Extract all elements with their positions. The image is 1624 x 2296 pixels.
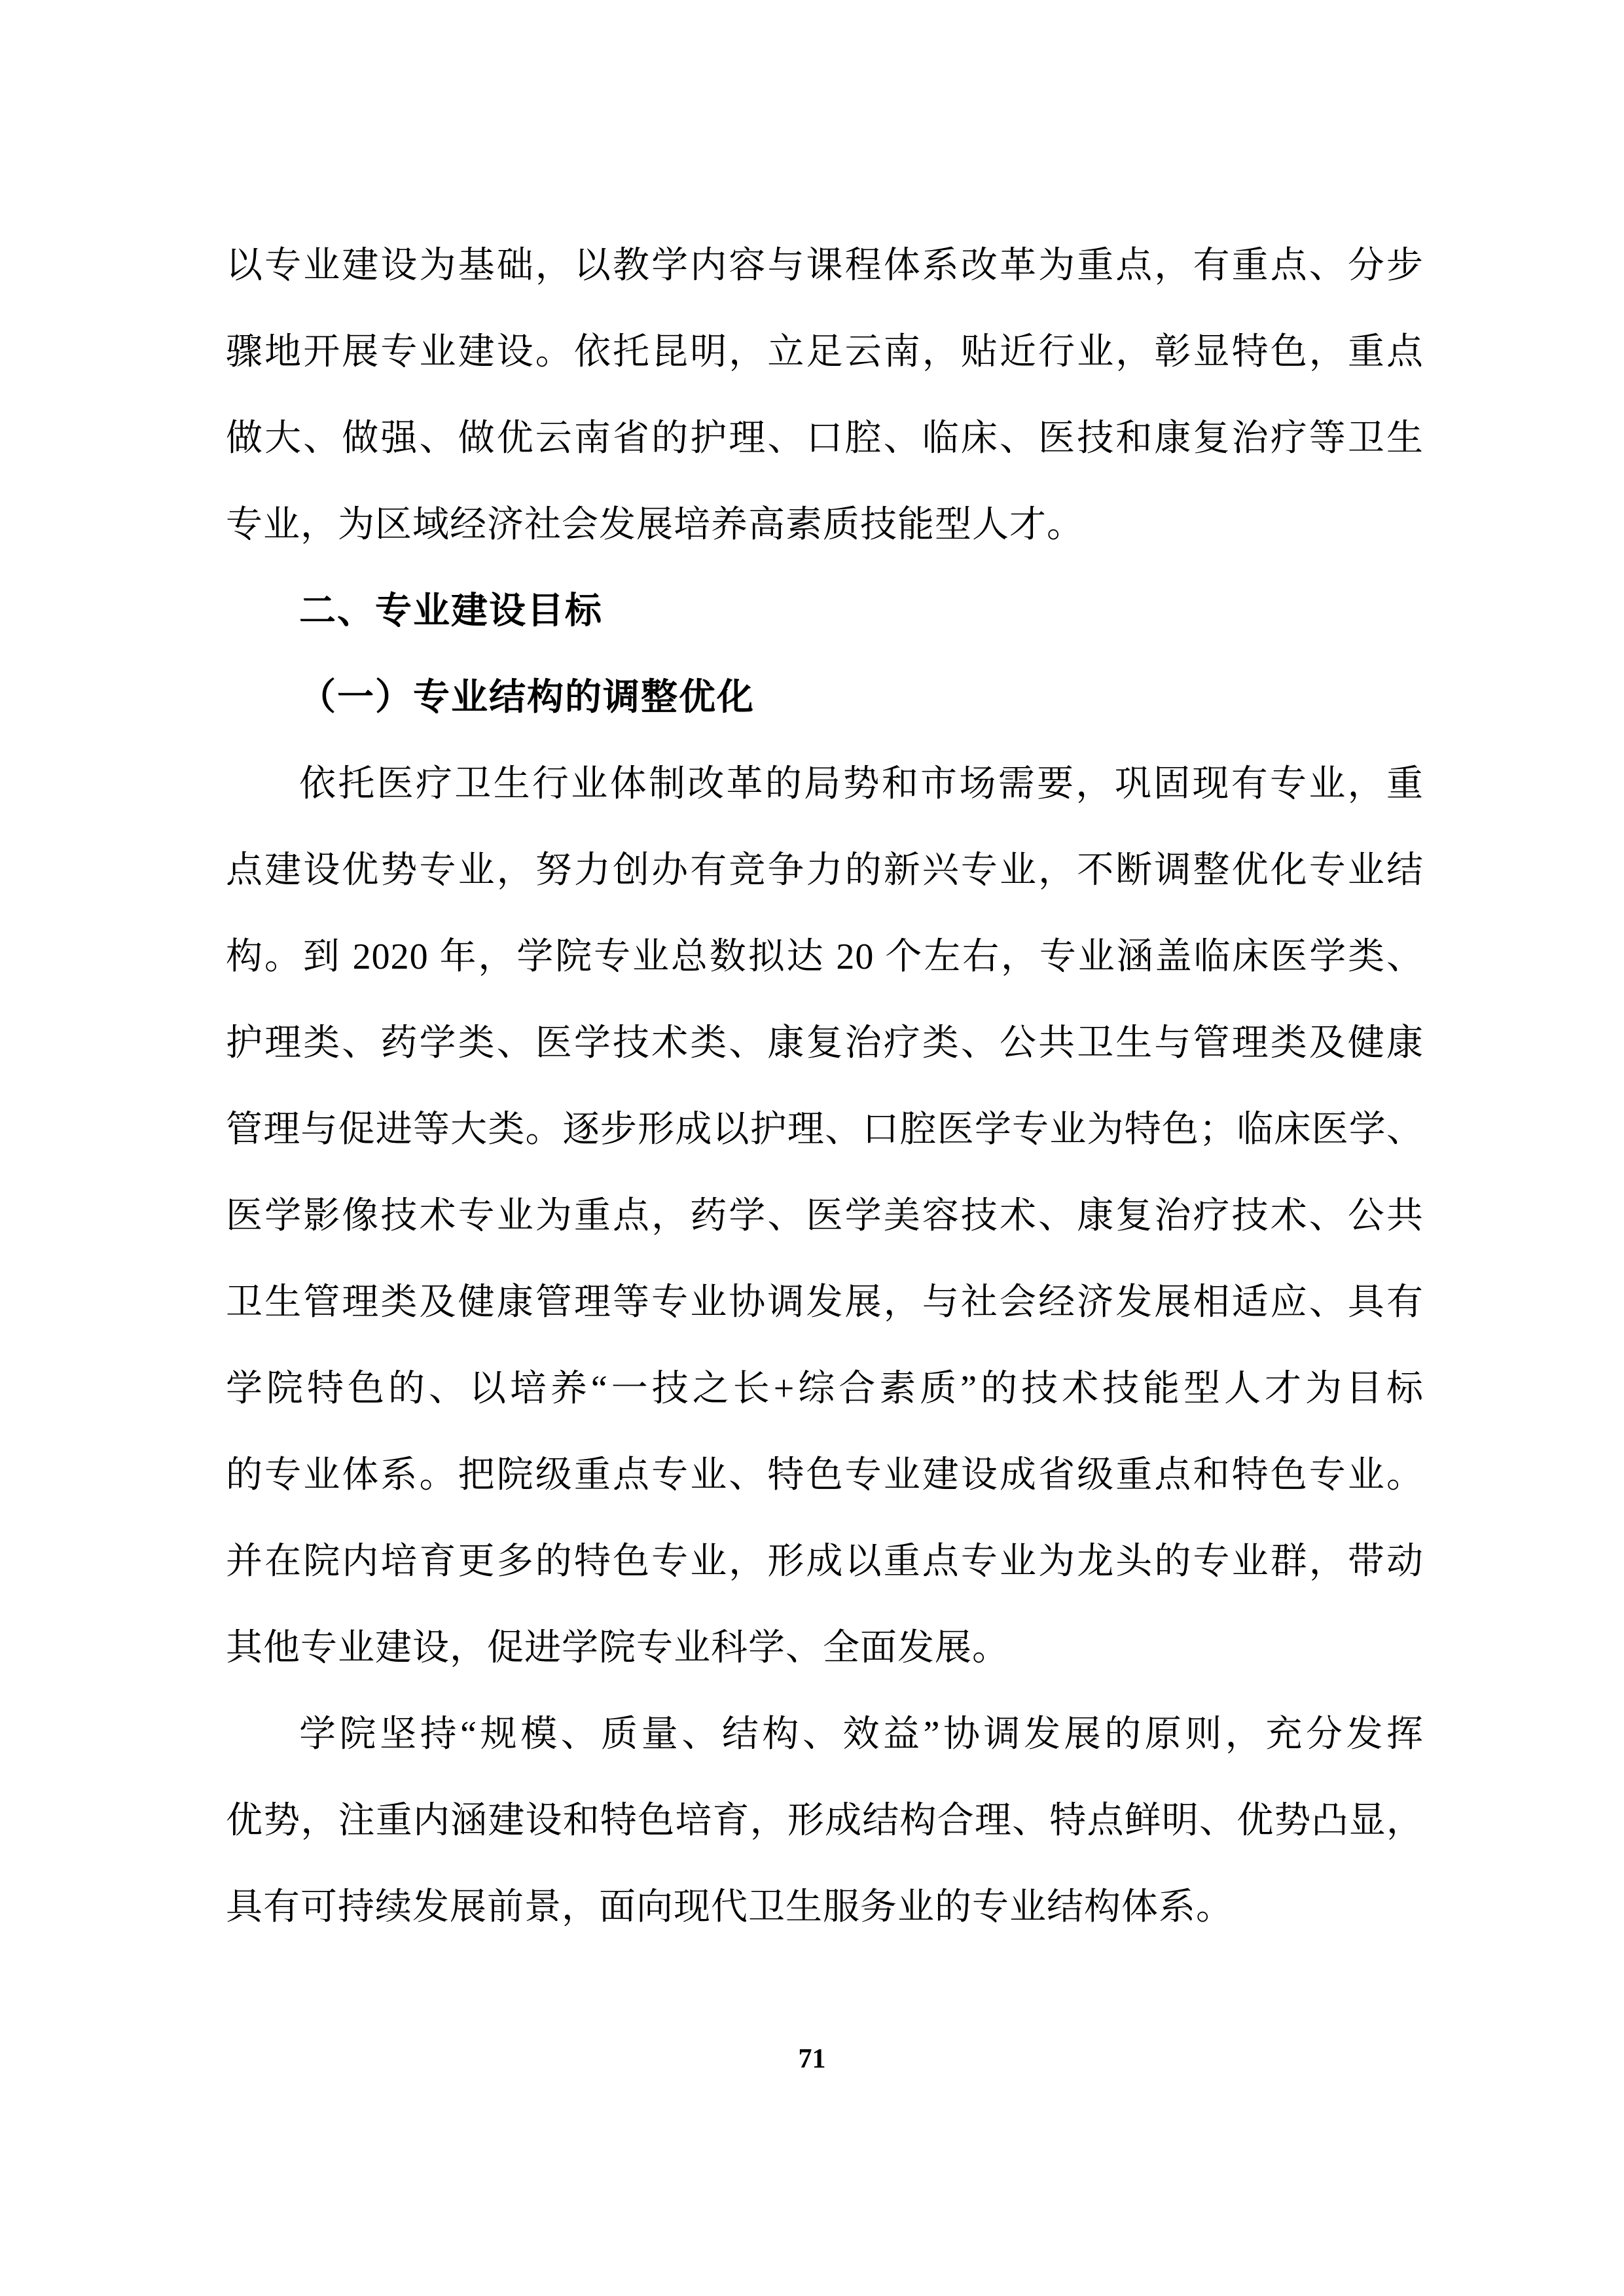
text-line: 医学影像技术专业为重点，药学、医学美容技术、康复治疗技术、公共 [226,1196,1424,1236]
text-line: 学院坚持“规模、质量、结构、效益”协调发展的原则，充分发挥 [299,1714,1424,1755]
text-line: 管理与促进等大类。逐步形成以护理、口腔医学专业为特色；临床医学、 [226,1109,1424,1150]
text-line: 优势，注重内涵建设和特色培育，形成结构合理、特点鲜明、优势凸显， [226,1801,1424,1841]
text-line: 以专业建设为基础，以教学内容与课程体系改革为重点，有重点、分步 [226,245,1424,286]
text-line: 具有可持续发展前景，面向现代卫生服务业的专业结构体系。 [226,1887,1233,1928]
text-line: 做大、做强、做优云南省的护理、口腔、临床、医技和康复治疗等卫生 [226,418,1424,459]
page-number: 71 [798,2044,826,2074]
text-line: 其他专业建设，促进学院专业科学、全面发展。 [226,1628,1009,1668]
text-line: 专业，为区域经济社会发展培养高素质技能型人才。 [226,505,1084,545]
text-line: 点建设优势专业，努力创办有竞争力的新兴专业，不断调整优化专业结 [226,850,1424,891]
text-line: 的专业体系。把院级重点专业、特色专业建设成省级重点和特色专业。 [226,1455,1424,1496]
text-line: 并在院内培育更多的特色专业，形成以重点专业为龙头的专业群，带动 [226,1541,1424,1582]
text-line: 构。到 2020 年，学院专业总数拟达 20 个左右，专业涵盖临床医学类、 [226,937,1424,977]
document-text-block [226,223,1424,1950]
section-heading: （一）专业结构的调整优化 [299,677,755,718]
text-line: 依托医疗卫生行业体制改革的局势和市场需要，巩固现有专业，重 [299,764,1424,804]
text-line: 护理类、药学类、医学技术类、康复治疗类、公共卫生与管理类及健康 [226,1023,1424,1064]
text-line: 骤地开展专业建设。依托昆明，立足云南，贴近行业，彰显特色，重点 [226,332,1424,372]
text-line: 卫生管理类及健康管理等专业协调发展，与社会经济发展相适应、具有 [226,1282,1424,1323]
section-heading: 二、专业建设目标 [299,591,603,632]
text-line: 学院特色的、以培养“一技之长+综合素质”的技术技能型人才为目标 [226,1369,1424,1409]
